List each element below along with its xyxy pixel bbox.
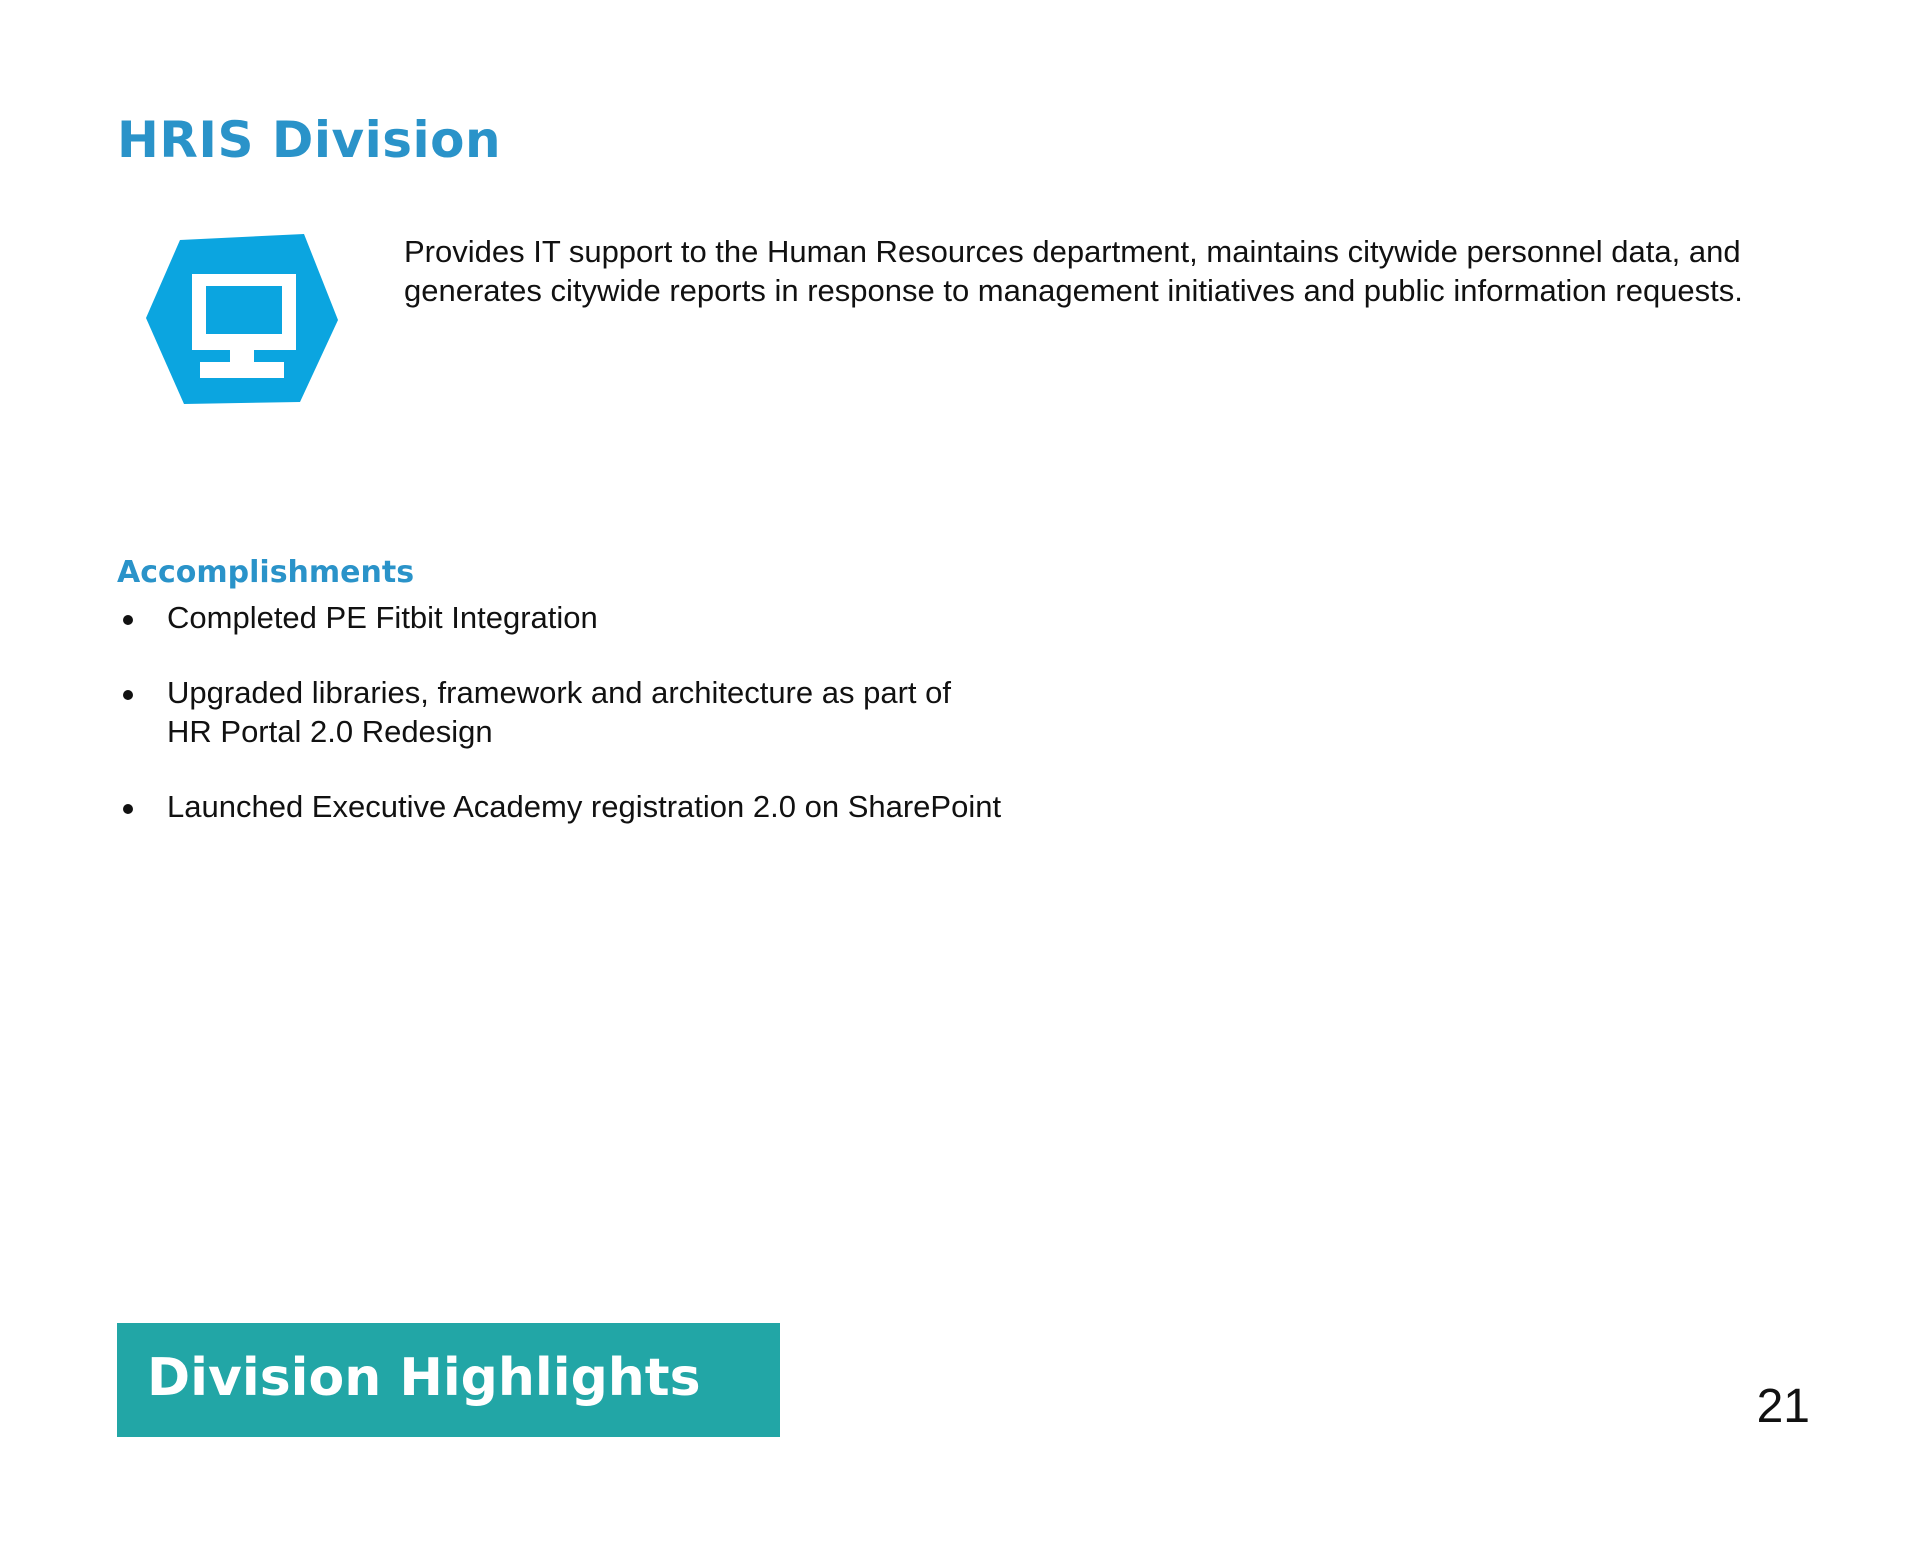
banner-label: Division Highlights — [147, 1348, 701, 1408]
accomplishments-list — [117, 598, 1017, 862]
list-item — [117, 673, 1017, 751]
bullet-icon — [123, 804, 133, 814]
list-item — [117, 598, 1017, 637]
page-number: 21 — [1756, 1380, 1810, 1433]
list-item — [117, 787, 1017, 826]
computer-monitor-hexagon-icon — [146, 234, 338, 404]
accomplishments-heading: Accomplishments — [117, 555, 415, 590]
division-highlights-banner — [117, 1323, 780, 1437]
bullet-icon — [123, 615, 133, 625]
division-description: Provides IT support to the Human Resources department, maintains citywide personnel data, and generates citywide reports in response to management initiatives and public information requests. — [404, 234, 1743, 308]
list-item-text: Launched Executive Academy registration 2.0 on SharePoint — [167, 789, 1002, 824]
monitor-screen — [206, 286, 282, 334]
list-item-text: Upgraded libraries, framework and architecture as part of HR Portal 2.0 Redesign — [167, 675, 951, 749]
page-title: HRIS Division — [117, 111, 502, 169]
bullet-icon — [123, 690, 133, 700]
monitor-stand — [230, 350, 254, 362]
list-item-text: Completed PE Fitbit Integration — [167, 600, 598, 635]
monitor-base — [200, 362, 284, 378]
